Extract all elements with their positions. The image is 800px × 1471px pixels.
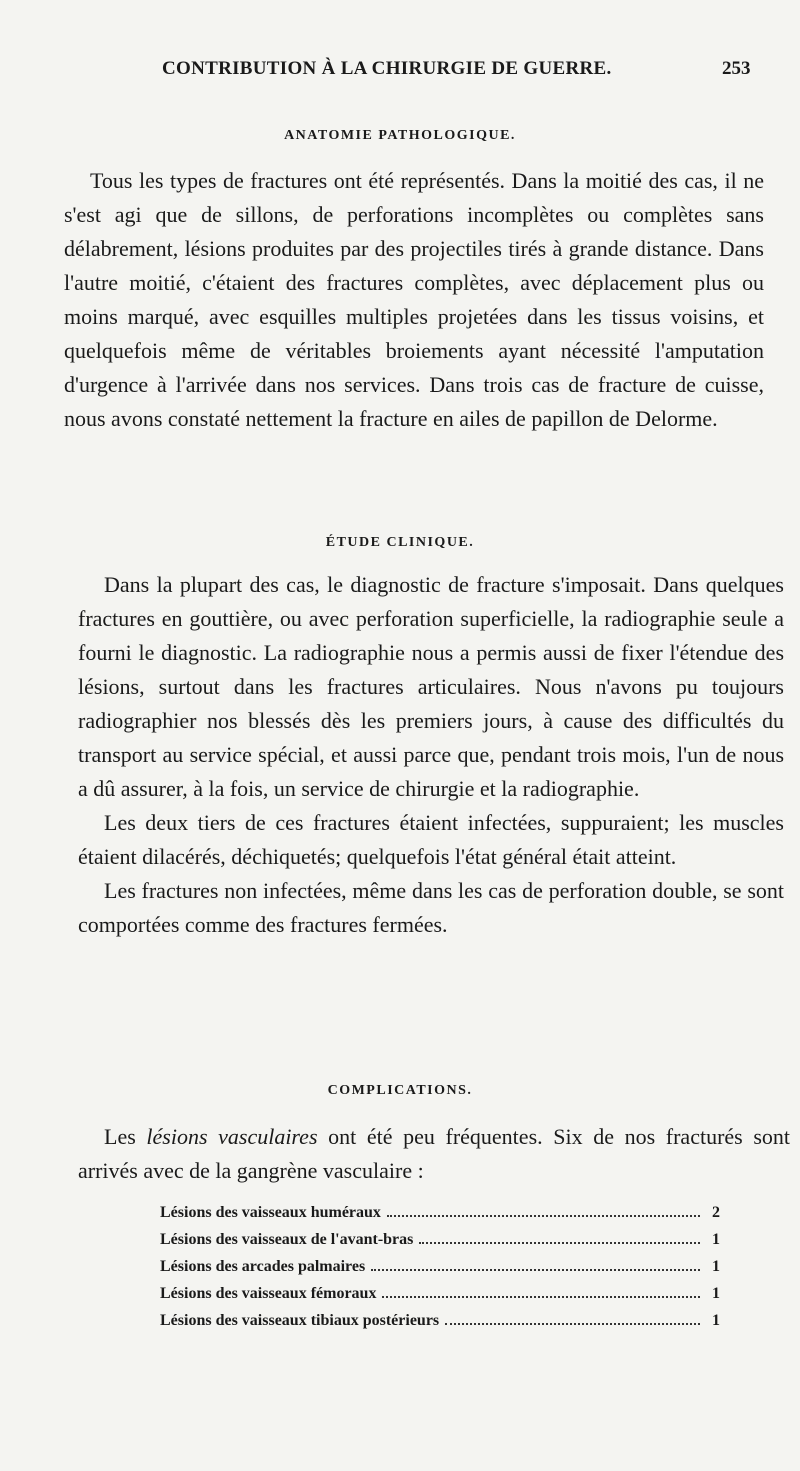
paragraph: Dans la plupart des cas, le diagnostic de fracture s'imposait. Dans quelques fractures en gouttière, ou avec perforation superficielle, la radiographie seule a fourni le diagnostic. La radiographie nous a permis aussi de fixer l'étendue des lésions, surtout dans les fractures articulaires. Nous n'avons pu toujours radiographier nos blessés dès les premiers jours, à cause des difficultés du transport au service spécial, et aussi parce que, pendant trois mois, l'un de nous a dû assurer, à la fois, un service de chirurgie et la radiographie. — [78, 572, 784, 801]
section-title-complications: COMPLICATIONS. — [327, 1083, 473, 1098]
list-item — [160, 1284, 720, 1311]
dot-leader — [445, 1311, 700, 1325]
paragraph: Les fractures non infectées, même dans les cas de perforation double, se sont comportées comme des fractures fermées. — [78, 878, 784, 937]
list-item — [160, 1311, 720, 1338]
lesion-count: 1 — [712, 1312, 720, 1329]
section-title-anatomie: ANATOMIE PATHOLOGIQUE. — [284, 128, 516, 143]
page-header — [0, 58, 800, 92]
lesion-label: Lésions des arcades palmaires — [160, 1258, 366, 1275]
list-item — [160, 1230, 720, 1257]
lesion-count: 2 — [712, 1204, 720, 1221]
lesion-count: 1 — [712, 1285, 720, 1302]
intro-text-before: Les — [104, 1124, 147, 1149]
section-body-anatomie — [64, 164, 764, 436]
intro-text-italic: lésions vasculaires — [146, 1124, 318, 1149]
lesion-count: 1 — [712, 1231, 720, 1248]
paragraph: Tous les types de fractures ont été représentés. Dans la moitié des cas, il ne s'est agi que de sillons, de perforations incomplètes ou complètes sans délabrement, lésions produites par des projectiles tirés à grande distance. Dans l'autre moitié, c'étaient des fractures complètes, avec déplacement plus ou moins marqué, avec esquilles multiples projetées dans les tissus voisins, et quelquefois même de véritables broiements ayant nécessité l'amputation d'urgence à l'arrivée dans nos services. Dans trois cas de fracture de cuisse, nous avons constaté nettement la fracture en ailes de papillon de Delorme. — [64, 168, 764, 431]
dot-leader — [382, 1284, 700, 1298]
lesion-label: Lésions des vaisseaux de l'avant-bras — [160, 1231, 414, 1248]
section-title-etude-clinique: ÉTUDE CLINIQUE. — [325, 535, 475, 550]
lesion-label: Lésions des vaisseaux fémoraux — [160, 1285, 377, 1302]
lesion-count: 1 — [712, 1258, 720, 1275]
running-title: CONTRIBUTION À LA CHIRURGIE DE GUERRE. — [162, 58, 612, 79]
dot-leader — [419, 1230, 700, 1244]
dot-leader — [371, 1257, 700, 1271]
section-body-etude-clinique — [78, 568, 784, 942]
intro-text-after: ont été peu fréquentes. Six de nos fracturés sont arrivés avec de la gangrène vasculaire : — [78, 1124, 791, 1183]
lesion-list — [160, 1203, 720, 1338]
lesion-label: Lésions des vaisseaux huméraux — [160, 1204, 381, 1221]
list-item — [160, 1257, 720, 1284]
dot-leader — [387, 1203, 700, 1217]
page-number: 253 — [722, 58, 751, 79]
complications-intro — [78, 1120, 790, 1188]
list-item — [160, 1203, 720, 1230]
lesion-label: Lésions des vaisseaux tibiaux postérieurs — [160, 1312, 440, 1329]
section-body-complications — [78, 1120, 790, 1188]
paragraph: Les deux tiers de ces fractures étaient infectées, suppuraient; les muscles étaient dilacérés, déchiquetés; quelquefois l'état général était atteint. — [78, 810, 784, 869]
